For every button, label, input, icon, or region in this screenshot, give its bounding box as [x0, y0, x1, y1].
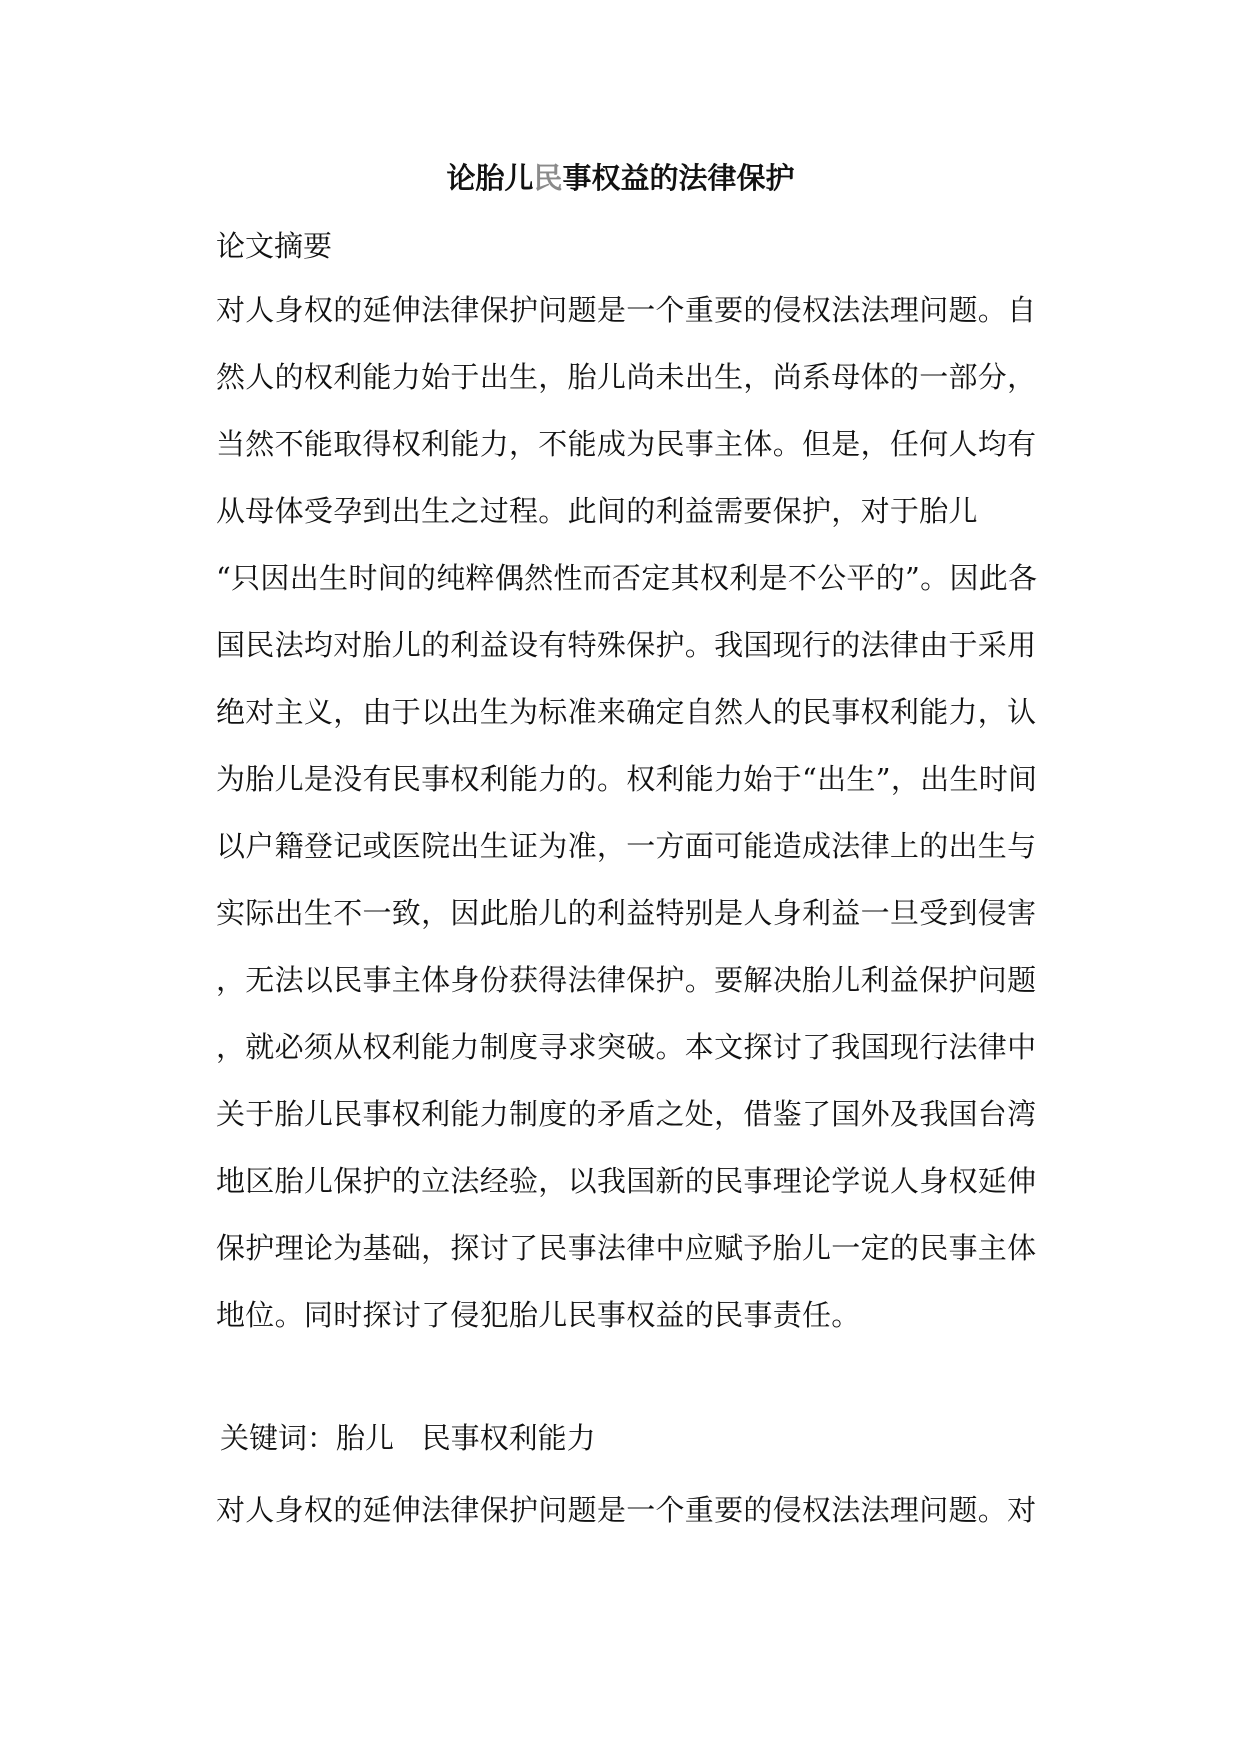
keywords-line: 关键词：胎儿 民事权利能力 [220, 1421, 596, 1455]
abstract-line: 实际出生不一致，因此胎儿的利益特别是人身利益一旦受到侵害 [216, 896, 1037, 930]
abstract-line: 地区胎儿保护的立法经验，以我国新的民事理论学说人身权延伸 [216, 1164, 1037, 1198]
abstract-line: 以户籍登记或医院出生证为准，一方面可能造成法律上的出生与 [216, 829, 1037, 863]
abstract-line: 地位。同时探讨了侵犯胎儿民事权益的民事责任。 [216, 1298, 861, 1332]
abstract-heading: 论文摘要 [216, 229, 333, 263]
abstract-line: 然人的权利能力始于出生，胎儿尚未出生，尚系母体的一部分， [216, 360, 1037, 394]
abstract-line: 对人身权的延伸法律保护问题是一个重要的侵权法法理问题。自 [216, 293, 1037, 327]
abstract-line: 当然不能取得权利能力，不能成为民事主体。但是，任何人均有 [216, 427, 1037, 461]
abstract-line: 关于胎儿民事权利能力制度的矛盾之处，借鉴了国外及我国台湾 [216, 1097, 1037, 1131]
title-part-2-accent: 民 [533, 161, 563, 195]
abstract-line: 绝对主义，由于以出生为标准来确定自然人的民事权利能力，认 [216, 695, 1037, 729]
abstract-line: ，就必须从权利能力制度寻求突破。本文探讨了我国现行法律中 [216, 1030, 1037, 1064]
document-title [0, 158, 1241, 198]
title-part-1: 论胎儿 [446, 161, 534, 195]
abstract-line: 为胎儿是没有民事权利能力的。权利能力始于“出生”，出生时间 [216, 762, 1038, 796]
abstract-line: 从母体受孕到出生之过程。此间的利益需要保护，对于胎儿 [216, 494, 978, 528]
title-part-3: 事权益的法律保护 [562, 161, 795, 195]
abstract-line: ，无法以民事主体身份获得法律保护。要解决胎儿利益保护问题 [216, 963, 1037, 997]
abstract-body [216, 290, 1036, 1362]
body-paragraph-first-line: 对人身权的延伸法律保护问题是一个重要的侵权法法理问题。对 [216, 1493, 1037, 1527]
abstract-line: “只因出生时间的纯粹偶然性而否定其权利是不公平的”。因此各 [216, 561, 1038, 595]
abstract-line: 保护理论为基础，探讨了民事法律中应赋予胎儿一定的民事主体 [216, 1231, 1037, 1265]
abstract-line: 国民法均对胎儿的利益设有特殊保护。我国现行的法律由于采用 [216, 628, 1037, 662]
